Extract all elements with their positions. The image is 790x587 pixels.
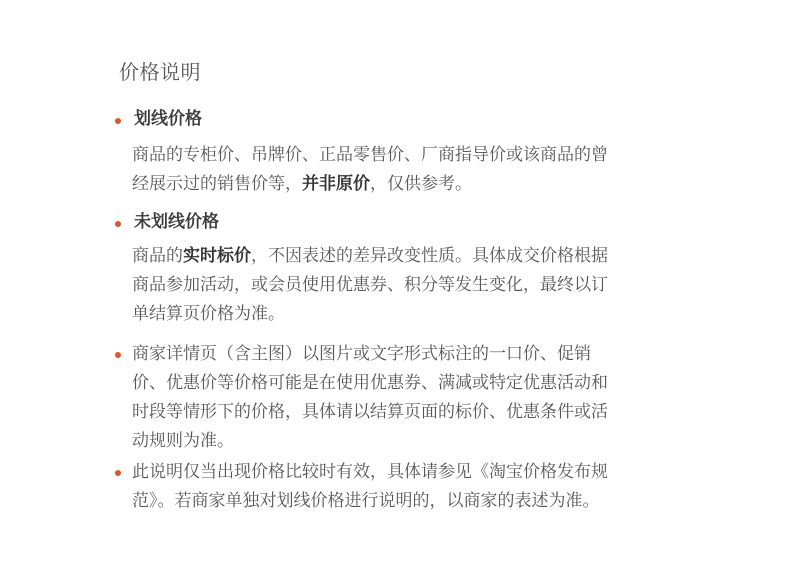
item-body <box>132 458 672 516</box>
body-line: 范》。若商家单独对划线价格进行说明的，以商家的表述为准。 <box>132 491 600 511</box>
bullet-dot-icon <box>115 470 121 476</box>
body-line: 商品的实时标价，不因表述的差异改变性质。具体成交价格根据 <box>132 246 608 266</box>
bullet-dot-icon <box>115 352 121 358</box>
item-body <box>132 340 672 456</box>
body-line: 此说明仅当出现价格比较时有效，具体请参见《淘宝价格发布规 <box>132 462 608 482</box>
body-line: 经展示过的销售价等，并非原价，仅供参考。 <box>132 174 472 194</box>
body-line: 单结算页价格为准。 <box>132 304 285 324</box>
item-body <box>132 141 672 199</box>
item-heading: 未划线价格 <box>134 212 219 232</box>
emphasis-text: 实时标价 <box>183 246 251 266</box>
bullet-dot-icon <box>115 221 121 227</box>
emphasis-text: 并非原价 <box>302 174 370 194</box>
body-line: 时段等情形下的价格，具体请以结算页面的标价、优惠条件或活 <box>132 402 608 422</box>
body-line: 商品的专柜价、吊牌价、正品零售价、厂商指导价或该商品的曾 <box>132 145 608 165</box>
item-body <box>132 242 672 329</box>
bullet-dot-icon <box>115 118 121 124</box>
body-line: 价、优惠价等价格可能是在使用优惠券、满减或特定优惠活动和 <box>132 373 608 393</box>
page-title: 价格说明 <box>119 60 201 84</box>
body-line: 商品参加活动，或会员使用优惠券、积分等发生变化，最终以订 <box>132 275 608 295</box>
item-heading: 划线价格 <box>134 109 202 129</box>
body-line: 商家详情页（含主图）以图片或文字形式标注的一口价、促销 <box>132 344 591 364</box>
body-line: 动规则为准。 <box>132 431 234 451</box>
